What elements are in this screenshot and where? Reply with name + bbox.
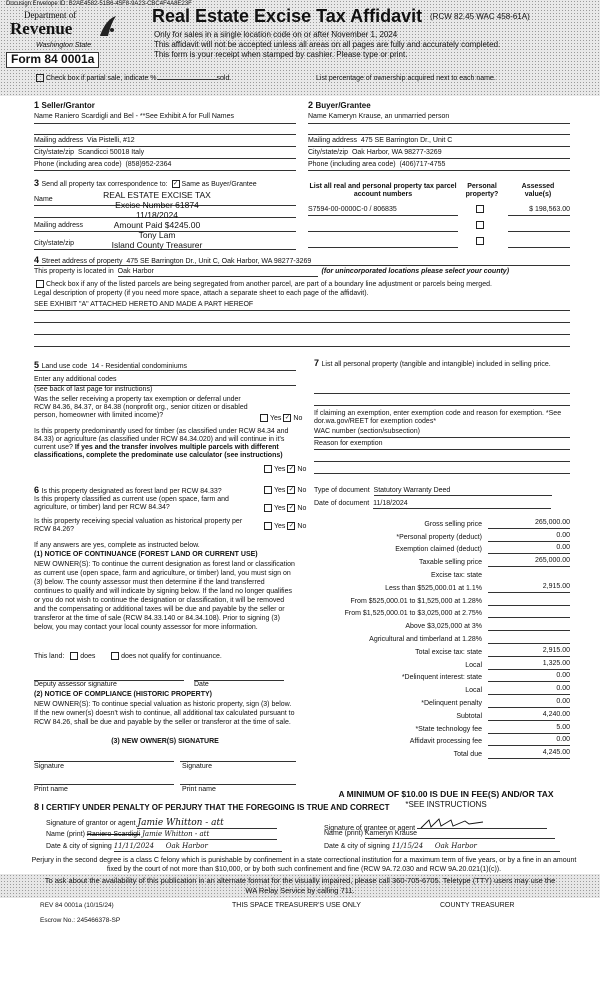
seller-phone-field[interactable]: Phone (including area code) (858)952-2364 bbox=[34, 161, 296, 171]
personal-property-list-field[interactable] bbox=[314, 384, 570, 394]
excise-tax-stamp: REAL ESTATE EXCISE TAX Excise Number 61874 11/18/2024 Amount Paid $4245.00 Tony Lam Island County Treasurer bbox=[103, 190, 211, 250]
forest-yes-no: Yes ✓ No bbox=[262, 486, 306, 495]
tax-row-value[interactable]: 2,915.00 bbox=[488, 583, 570, 593]
tax-row bbox=[314, 580, 570, 593]
exemption-code-note: If claiming an exemption, enter exemption code and reason for exemption. *See dor.wa.gov/REET for exemption codes* bbox=[314, 410, 562, 426]
personal-property-checkbox-2[interactable] bbox=[474, 221, 486, 230]
tax-row bbox=[314, 644, 570, 657]
tax-row bbox=[314, 606, 570, 619]
tax-row bbox=[314, 721, 570, 734]
tax-row-label: Local bbox=[465, 661, 482, 669]
timber-no-checkbox[interactable]: ✓ bbox=[288, 466, 294, 472]
tax-row-label: Less than $525,000.01 at 1.1% bbox=[385, 584, 482, 592]
tax-row bbox=[314, 682, 570, 695]
signature-label-2: Signature bbox=[182, 763, 212, 770]
tax-row-value[interactable]: 5.00 bbox=[488, 724, 570, 734]
does-checkbox[interactable] bbox=[70, 652, 78, 660]
tax-row bbox=[314, 516, 570, 529]
accessibility-note: To ask about the availability of this publication in an alternate format for the visually impaired, please call 360-705-6705. Teletype (TTY) users may use the WA Relay Service by calling 711. bbox=[44, 876, 556, 895]
parcel-number-field-3[interactable] bbox=[308, 238, 458, 248]
grantor-name-row: Name (print) Raniero Scardigli Jamie Whitton - att bbox=[46, 830, 296, 840]
segregated-row: Check box if any of the listed parcels are being segregated from another parcel, are part of a boundary line adjustment or parcels being merged. bbox=[34, 280, 574, 289]
tax-row-value[interactable]: 4,245.00 bbox=[488, 749, 570, 759]
new-owner-signature-heading: (3) NEW OWNER(S) SIGNATURE bbox=[111, 738, 219, 745]
buyer-city-field[interactable]: City/state/zip Oak Harbor, WA 98277-3269 bbox=[308, 149, 570, 159]
page-title: Real Estate Excise Tax Affidavit bbox=[152, 6, 423, 26]
tax-row bbox=[314, 708, 570, 721]
document-date-row: Date of document 11/18/2024 bbox=[314, 500, 570, 509]
tax-row-label: *Delinquent interest: state bbox=[401, 674, 482, 682]
header-line-1: Only for sales in a single location code on or after November 1, 2024 bbox=[154, 30, 398, 39]
tax-row-value[interactable]: 265,000.00 bbox=[488, 557, 570, 567]
current-use-no-checkbox[interactable]: ✓ bbox=[288, 505, 294, 511]
legal-line-2 bbox=[34, 313, 570, 323]
grantor-date-city-field[interactable]: 11/11/2024 Oak Harbor bbox=[114, 842, 282, 852]
legal-line-3 bbox=[34, 325, 570, 335]
assessed-value-col-header: Assessed value(s) bbox=[521, 183, 555, 199]
located-in-field[interactable]: Oak Harbor bbox=[118, 268, 318, 277]
personal-property-list-line2 bbox=[314, 396, 570, 406]
buyer-name-line2 bbox=[308, 125, 570, 135]
revenue-logo-text: Revenue bbox=[10, 19, 73, 38]
seller-heading: 1 Seller/Grantor bbox=[34, 100, 95, 110]
revision-number: REV 84 0001a (10/15/24) bbox=[40, 902, 114, 909]
dept-of: Department of bbox=[24, 10, 77, 20]
header-line-3: This form is your receipt when stamped by cashier. Please type or print. bbox=[154, 50, 408, 59]
timber-yes-checkbox[interactable] bbox=[264, 465, 272, 473]
grantor-date-row: Date & city of signing 11/11/2024 Oak Harbor bbox=[46, 842, 296, 852]
grantee-date-row: Date & city of signing 11/15/24 Oak Harbor bbox=[324, 842, 578, 852]
this-land-row: This land: does does not qualify for continuance. bbox=[34, 652, 222, 660]
buyer-heading: 2 Buyer/Grantee bbox=[308, 100, 371, 110]
correspondence-name-field[interactable]: Name bbox=[34, 196, 296, 206]
tax-row-label: Affidavit processing fee bbox=[409, 738, 482, 746]
tax-row-value[interactable]: 0.00 bbox=[488, 544, 570, 554]
correspondence-mailing-field[interactable]: Mailing address bbox=[34, 222, 296, 232]
tax-row-label: Total excise tax: state bbox=[415, 648, 482, 656]
current-use-yes-no: Yes ✓ No bbox=[262, 504, 306, 513]
legal-description-field[interactable]: SEE EXHIBIT "A" ATTACHED HERETO AND MADE A PART HEREOF bbox=[34, 301, 570, 311]
county-treasurer-label: COUNTY TREASURER bbox=[440, 902, 515, 909]
compliance-body: NEW OWNER(S): To continue special valuation as historic property, sign (3) below. If the new owner(s) doesn't wish to continue, all additional tax calculated pursuant to RCW 84.26, shall be due and payable by the seller or transferor at the time of sale. bbox=[34, 701, 295, 726]
legal-description-label: Legal description of property (if you need more space, attach a separate sheet to each page of the affidavit). bbox=[34, 290, 369, 297]
tax-row-value[interactable]: 1,325.00 bbox=[488, 660, 570, 670]
forest-land-question: 6 Is this property designated as forest land per RCW 84.33? bbox=[34, 485, 222, 495]
located-in-row: This property is located in Oak Harbor (for unincorporated locations please select your county) bbox=[34, 268, 570, 277]
document-type-row: Type of document Statutory Warranty Deed bbox=[314, 487, 570, 496]
tax-row-value[interactable]: 0.00 bbox=[488, 685, 570, 695]
grantor-signature-field[interactable]: Jamie Whitton - att bbox=[137, 818, 277, 829]
tax-row-label: Local bbox=[465, 687, 482, 695]
tax-row-label: Gross selling price bbox=[424, 520, 482, 528]
exemption-reason-line2 bbox=[314, 452, 570, 462]
current-use-question: Is this property classified as current use (open space, farm and agriculture, or timber) land per RCW 84.34? bbox=[34, 496, 229, 512]
tax-row-value[interactable]: 265,000.00 bbox=[488, 519, 570, 529]
exemption-no-checkbox[interactable]: ✓ bbox=[284, 415, 290, 421]
signature-label-1: Signature bbox=[34, 763, 64, 770]
assessed-value-field-3[interactable] bbox=[508, 238, 570, 248]
land-use-code-field[interactable]: 5 Land use code 14 - Residential condominiums bbox=[34, 360, 296, 371]
grantee-name-row: Name (print) Kameryn Krause bbox=[324, 830, 578, 839]
tax-row-value[interactable]: 0.00 bbox=[488, 532, 570, 542]
tax-row bbox=[314, 695, 570, 708]
continuance-body: NEW OWNER(S): To continue the current designation as forest land or classification as current use (open space, farm and agriculture, or timber) land, you must sign on (3) below. The county assessor must then determine if the land transferred continues to qualify and will indicate by signing below. If the land no longer qualifies or you do not wish to continue the designation or classification, it will be removed and the compensating or additional taxes will be due and payable by the seller or transferor at the time of sale (RCW 84.33.140 or 84.34.108). Prior to signing (3) below, you may contact your local county assessor for more information. bbox=[34, 561, 295, 631]
tax-row-label: Agricultural and timberland at 1.28% bbox=[369, 635, 482, 643]
tax-row-value[interactable] bbox=[488, 621, 570, 631]
washington-logo-icon bbox=[98, 14, 118, 38]
escrow-number: Escrow No.: 245466378-SP bbox=[40, 917, 121, 924]
tax-row bbox=[314, 554, 570, 567]
tax-row-label: From $525,000.01 to $1,525,000 at 1.28% bbox=[350, 597, 482, 605]
exemption-yes-no: Yes ✓ No bbox=[258, 414, 302, 423]
tax-row-label: *State technology fee bbox=[415, 725, 482, 733]
grantee-signature-scribble bbox=[417, 818, 487, 830]
if-any-yes-note: If any answers are yes, complete as instructed below. bbox=[34, 542, 200, 549]
document-date-field[interactable]: 11/18/2024 bbox=[373, 500, 551, 509]
exemption-question: Was the seller receiving a property tax exemption or deferral under RCW 84.36, 84.37, or 84.38 (nonprofit org., senior citizen or disabled person, homeowner with limited income)? bbox=[34, 396, 248, 420]
seller-name-field[interactable]: Name Raniero Scardigli and Bel - **See Exhibit A for Full Names bbox=[34, 113, 296, 124]
deputy-date-line[interactable]: Date bbox=[194, 680, 284, 689]
tax-row bbox=[314, 618, 570, 631]
document-type-field[interactable]: Statutory Warranty Deed bbox=[374, 487, 552, 496]
tax-row-value[interactable]: 4,240.00 bbox=[488, 711, 570, 721]
deputy-signature-line[interactable]: Deputy assessor signature bbox=[34, 680, 184, 689]
washington-state: Washington State bbox=[36, 42, 92, 49]
tax-row-label: Exemption claimed (deduct) bbox=[395, 546, 482, 554]
additional-codes-field[interactable]: Enter any additional codes bbox=[34, 376, 296, 386]
new-owner-signature-1[interactable] bbox=[34, 752, 174, 762]
seller-mailing-field[interactable]: Mailing address Via Pistelli, #12 bbox=[34, 137, 296, 147]
parcel-col-header: List all real and personal property tax parcel account numbers bbox=[309, 183, 457, 199]
exemption-reason-field[interactable]: Reason for exemption bbox=[314, 440, 570, 450]
historic-question: Is this property receiving special valuation as historical property per RCW 84.26? bbox=[34, 518, 243, 534]
new-owner-print-1[interactable] bbox=[34, 775, 174, 785]
tax-row-value[interactable]: 0.00 bbox=[488, 736, 570, 746]
new-owner-signature-2[interactable] bbox=[180, 752, 296, 762]
tax-row-label: *Delinquent penalty bbox=[421, 699, 482, 707]
assessed-value-field-2[interactable] bbox=[508, 222, 570, 232]
tax-row-value[interactable]: 2,915.00 bbox=[488, 647, 570, 657]
rcw-reference: (RCW 82.45 WAC 458-61A) bbox=[430, 12, 530, 21]
segregated-checkbox[interactable] bbox=[36, 280, 44, 288]
grantee-name-field[interactable]: Kameryn Krause bbox=[365, 830, 555, 839]
buyer-phone-field[interactable]: Phone (including area code) (406)717-4755 bbox=[308, 161, 570, 171]
personal-property-checkbox-1[interactable] bbox=[474, 205, 486, 214]
see-back-note: (see back of last page for instructions) bbox=[34, 386, 153, 393]
envelope-id: Docusign Envelope ID: B2AE4582-51B6-45F8-9A23-CBC4F4A8E23F bbox=[6, 1, 192, 7]
tax-row bbox=[314, 631, 570, 644]
historic-yes-no: Yes ✓ No bbox=[262, 522, 306, 531]
assessed-value-field[interactable]: $ 198,563.00 bbox=[508, 206, 570, 216]
exemption-yes-checkbox[interactable] bbox=[260, 414, 268, 422]
legal-line-4 bbox=[34, 337, 570, 347]
new-owner-print-2[interactable] bbox=[180, 775, 296, 785]
parcel-number-field-2[interactable] bbox=[308, 222, 458, 232]
treasurer-use-label: THIS SPACE TREASURER'S USE ONLY bbox=[232, 902, 361, 909]
see-instructions-note: *SEE INSTRUCTIONS bbox=[405, 800, 487, 809]
street-address-field[interactable]: 4 Street address of property 475 SE Barrington Dr., Unit C, Oak Harbor, WA 98277-3269 bbox=[34, 255, 570, 266]
form-number: Form 84 0001a bbox=[6, 52, 99, 68]
partial-sale-row: Check box if partial sale, indicate % sold. bbox=[34, 74, 231, 83]
partial-sale-checkbox[interactable] bbox=[36, 74, 44, 82]
correspondence-city-field[interactable]: City/state/zip bbox=[34, 240, 296, 250]
seller-city-field[interactable]: City/state/zip Scandicci 50018 Italy bbox=[34, 149, 296, 159]
personal-property-checkbox-3[interactable] bbox=[474, 237, 486, 246]
print-name-label-2: Print name bbox=[182, 786, 216, 793]
tax-row-label: Excise tax: state bbox=[431, 571, 482, 579]
tax-row bbox=[314, 567, 570, 580]
tax-row-value[interactable]: 0.00 bbox=[488, 672, 570, 682]
tax-row bbox=[314, 593, 570, 606]
tax-row bbox=[314, 734, 570, 747]
tax-row bbox=[314, 670, 570, 683]
tax-row-label: *Personal property (deduct) bbox=[396, 533, 482, 541]
grantee-signature-row: Signature of grantee or agent bbox=[324, 818, 578, 833]
compliance-heading: (2) NOTICE OF COMPLIANCE (HISTORIC PROPERTY) bbox=[34, 691, 212, 698]
tax-row-value[interactable] bbox=[488, 596, 570, 606]
tax-row-value[interactable] bbox=[488, 608, 570, 618]
tax-row bbox=[314, 746, 570, 759]
timber-question: Is this property predominantly used for timber (as classified under RCW 84.34 and 84.33) or agriculture (as classified under RCW 84.34.020) and will continue in it's current use? If yes and the transfer involves multiple parcels with different classifications, complete the predominate use calculator (see instructions) bbox=[34, 428, 289, 460]
timber-yes-no: Yes ✓ No bbox=[262, 465, 306, 474]
does-not-checkbox[interactable] bbox=[111, 652, 119, 660]
personal-property-col-header: Personal property? bbox=[465, 183, 499, 199]
grantor-name-field[interactable]: Raniero Scardigli Jamie Whitton - att bbox=[87, 830, 277, 840]
seller-name-line2 bbox=[34, 125, 296, 135]
tax-row-value[interactable] bbox=[488, 634, 570, 644]
parcel-number-field[interactable]: S7594-00-0000C-0 / 806835 bbox=[308, 206, 458, 216]
forest-yes-checkbox[interactable] bbox=[264, 486, 272, 494]
tax-calculation-table bbox=[314, 516, 570, 759]
grantor-signature-row: Signature of grantor or agent Jamie Whitton - att bbox=[46, 818, 296, 829]
historic-yes-checkbox[interactable] bbox=[264, 522, 272, 530]
list-percentage-note: List percentage of ownership acquired next to each name. bbox=[316, 75, 496, 82]
perjury-statement: Perjury in the second degree is a class C felony which is punishable by confinement in a state correctional institution for a maximum term of five years, or by a fine in an amount fixed by the court of not more than $10,000, or by both such confinement and fine (RCW 9A.72.030 and RCW 9A.20.021(1)(c)). bbox=[31, 857, 577, 873]
header-line-2: This affidavit will not be accepted unless all areas on all pages are fully and accurately completed. bbox=[154, 40, 501, 49]
buyer-mailing-field[interactable]: Mailing address 475 SE Barrington Dr., Unit C bbox=[308, 137, 570, 147]
tax-row bbox=[314, 542, 570, 555]
tax-row bbox=[314, 657, 570, 670]
historic-no-checkbox[interactable]: ✓ bbox=[288, 523, 294, 529]
tax-row-label: Above $3,025,000 at 3% bbox=[405, 623, 482, 631]
certify-heading: 8 I CERTIFY UNDER PENALTY OF PERJURY THAT THE FOREGOING IS TRUE AND CORRECT bbox=[34, 802, 390, 812]
tax-row-label: From $1,525,000.01 to $3,025,000 at 2.75% bbox=[344, 610, 482, 618]
tax-row-value[interactable]: 0.00 bbox=[488, 698, 570, 708]
print-name-label-1: Print name bbox=[34, 786, 68, 793]
exemption-reason-line3 bbox=[314, 464, 570, 474]
wac-number-field[interactable]: WAC number (section/subsection) bbox=[314, 428, 570, 438]
tax-row-label: Taxable selling price bbox=[418, 559, 482, 567]
grantee-date-city-field[interactable]: 11/15/24 Oak Harbor bbox=[392, 842, 560, 852]
tax-row-value[interactable] bbox=[488, 571, 570, 580]
correspondence-row: 3 Send all property tax correspondence to: ✓ Same as Buyer/Grantee bbox=[34, 178, 257, 188]
minimum-fee-note: A MINIMUM OF $10.00 IS DUE IN FEE(S) AND/OR TAX bbox=[338, 789, 554, 799]
tax-row-label: Subtotal bbox=[456, 712, 482, 720]
tax-row bbox=[314, 529, 570, 542]
tax-row-label: Total due bbox=[453, 751, 482, 759]
forest-no-checkbox[interactable]: ✓ bbox=[288, 487, 294, 493]
buyer-name-field[interactable]: Name Kameryn Krause, an unmarried person bbox=[308, 113, 570, 124]
grantee-signature-field[interactable] bbox=[417, 818, 547, 829]
current-use-yes-checkbox[interactable] bbox=[264, 504, 272, 512]
personal-property-list-label: 7 List all personal property (tangible and intangible) included in selling price. bbox=[314, 358, 551, 368]
same-as-buyer-checkbox[interactable]: ✓ bbox=[173, 181, 179, 188]
continuance-heading: (1) NOTICE OF CONTINUANCE (FOREST LAND OR CURRENT USE) bbox=[34, 551, 258, 558]
